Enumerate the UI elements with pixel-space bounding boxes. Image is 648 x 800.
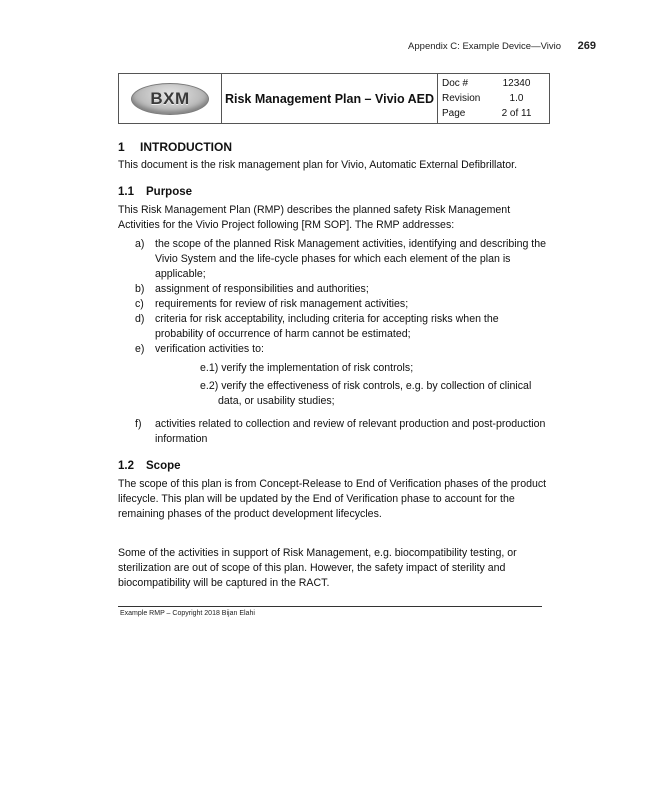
list-item: e) verification activities to: e.1) verify the implementation of risk controls; e.2) verify the effectiveness of risk controls, e.g. by collection of clinical data, or usability studies; [118,342,548,409]
meta-revision: Revision 1.0 [442,93,524,104]
document-title: Risk Management Plan – Vivio AED [222,74,438,124]
list-item: c) requirements for review of risk management activities; [135,298,409,310]
section-purpose-heading: 1.1 Purpose [118,186,193,198]
list-item: b) assignment of responsibilities and authorities; [135,283,369,295]
footer-rule [118,606,542,607]
running-head [408,40,596,52]
introduction-text: This document is the risk management plan for Vivio, Automatic External Defibrillator. [118,159,518,171]
list-item: d) criteria for risk acceptability, including criteria for accepting risks when the probability of occurrence of harm cannot be estimated; [135,313,499,340]
meta-page: Page 2 of 11 [442,108,532,119]
scope-paragraph-2: Some of the activities in support of Risk Management, e.g. biocompatibility testing, or sterilization are out of scope of this plan. However, the safety impact of sterility and biocompatibility will be captured in the RACT. [118,547,517,589]
document-meta [438,74,550,124]
logo-cell [119,74,222,124]
verification-sublist [155,361,548,409]
footer-copyright: Example RMP – Copyright 2018 Bijan Elahi [120,610,255,617]
page-number: 269 [577,40,596,52]
sub-list-item: e.1) verify the implementation of risk controls; [200,362,414,374]
purpose-text: This Risk Management Plan (RMP) describes the planned safety Risk Management Activities for the Vivio Project following [RM SOP]. The RMP addresses: [118,204,511,231]
scope-paragraph-1: The scope of this plan is from Concept-Release to End of Verification phases of the product lifecycle. This plan will be updated by the End of Verification phase to account for the remaining phases of the product development lifecycles. [118,478,547,520]
section-introduction-heading: 1 INTRODUCTION [118,140,232,154]
sub-list-item: e.2) verify the effectiveness of risk controls, e.g. by collection of clinical data, or usability studies; [200,380,532,407]
running-head-title: Appendix C: Example Device—Vivio [408,41,561,52]
purpose-list [118,237,548,447]
meta-doc-number: Doc # 12340 [442,78,531,89]
list-item: f) activities related to collection and review of relevant production and post-production information [135,418,546,445]
document-header-table [118,73,550,124]
section-scope-heading: 1.2 Scope [118,460,181,472]
list-item: a) the scope of the planned Risk Management activities, identifying and describing the Vivio System and the life-cycle phases for which each element of the plan is applicable; [135,238,547,280]
bxm-logo: BXM [131,83,209,115]
document-body [118,140,548,591]
